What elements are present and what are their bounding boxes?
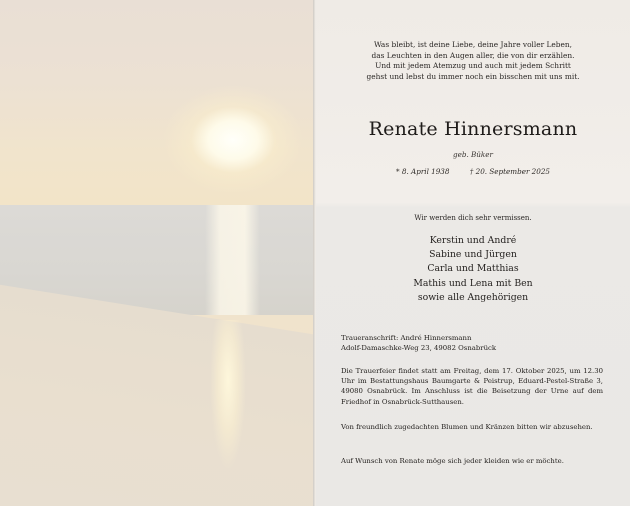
- mourner-entry: Sabine und Jürgen: [429, 249, 517, 261]
- address-line: Traueranschrift: André Hinnersmann: [341, 334, 472, 342]
- poem-line: gehst und lebst du immer noch ein bisschen mit uns mit.: [366, 71, 580, 81]
- mourner-entry: Mathis und Lena mit Ben: [413, 277, 533, 289]
- flowers-note: Von freundlich zugedachten Blumen und Kränzen bitten wir abzusehen.: [341, 423, 593, 431]
- poem-line: Und mit jedem Atemzug und auch mit jedem Schritt: [375, 61, 571, 71]
- obituary-text-page: [316, 0, 630, 506]
- birth-date: * 8. April 1938: [396, 167, 450, 176]
- poem-line: das Leuchten in den Augen aller, die von dir erzählen.: [371, 50, 575, 60]
- miss-line: Wir werden dich sehr vermissen.: [414, 214, 532, 222]
- memorial-poem: [316, 40, 630, 82]
- ceremony-details: Die Trauerfeier findet statt am Freitag, dem 17. Oktober 2025, um 12.30 Uhr im Bestattungshaus Baumgarte & Peistrup, Eduard-Pestel-Straße 3, 49080 Osnabrück. Im Anschluss ist die Beisetzung der Urne auf dem Friedhof in Osnabrück-Sutthausen.: [341, 367, 603, 406]
- mourner-entry: sowie alle Angehörigen: [417, 291, 529, 303]
- sun-reflection: [208, 320, 248, 506]
- address-line: Adolf-Damaschke-Weg 23, 49082 Osnabrück: [341, 344, 497, 353]
- mourning-address: [341, 333, 603, 353]
- dress-note: Auf Wunsch von Renate möge sich jeder kleiden wie er möchte.: [341, 457, 564, 465]
- sky-with-sun: [0, 0, 315, 205]
- mourner-entry: Kerstin und André: [429, 235, 517, 246]
- life-dates: [316, 167, 630, 176]
- mourner-entry: Carla und Matthias: [427, 263, 519, 275]
- deceased-name: Renate Hinnersmann: [368, 118, 578, 140]
- poem-line: Was bleibt, ist deine Liebe, deine Jahre voller Leben,: [373, 40, 573, 49]
- birth-name: geb. Büker: [453, 150, 493, 159]
- mourners-list: [316, 234, 630, 305]
- death-date: † 20. September 2025: [469, 167, 550, 176]
